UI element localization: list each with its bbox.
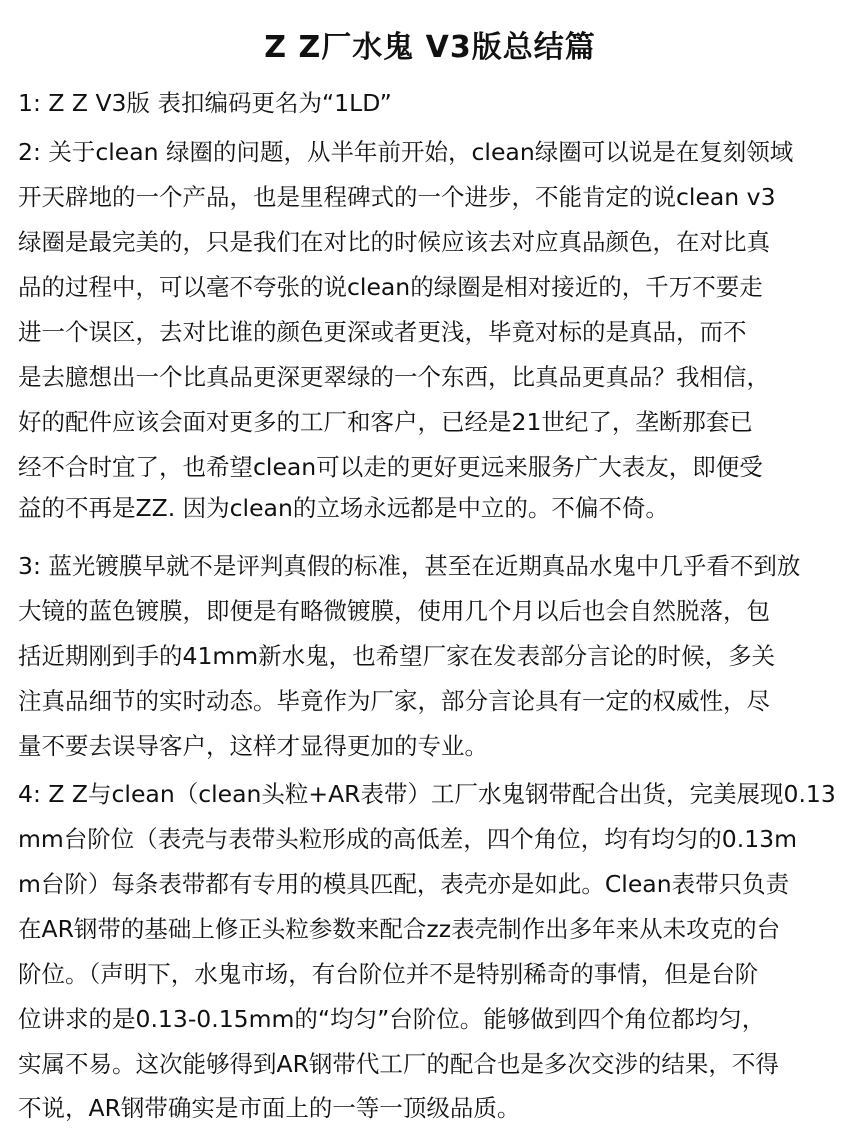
paragraph-3-line-3: 括近期刚到手的41mm新水鬼，也希望厂家在发表部分言论的时候，多关 (18, 642, 776, 670)
paragraph-2-line-3: 绿圈是最完美的，只是我们在对比的时候应该去对应真品颜色，在对比真 (18, 228, 770, 256)
paragraph-3-line-4: 注真品细节的实时动态。毕竟作为厂家，部分言论具有一定的权威性，尽 (18, 687, 770, 715)
paragraph-2-line-6: 是去臆想出一个比真品更深更翠绿的一个东西，比真品更真品？我相信， (18, 363, 770, 391)
paragraph-4-line-4: 在AR钢带的基础上修正头粒参数来配合zz表壳制作出多年来从未攻克的台 (18, 915, 781, 943)
paragraph-4-line-3: m台阶）每条表带都有专用的模具匹配，表壳亦是如此。Clean表带只负责 (18, 870, 790, 898)
paragraph-4-line-7: 实属不易。这次能够得到AR钢带代工厂的配合也是多次交涉的结果，不得 (18, 1050, 779, 1078)
paragraph-2-line-9: 益的不再是ZZ. 因为clean的立场永远都是中立的。不偏不倚。 (18, 494, 669, 522)
paragraph-4-line-6: 位讲求的是0.13-0.15mm的“均匀”台阶位。能够做到四个角位都均匀， (18, 1005, 766, 1033)
paragraph-3-line-1: 3: 蓝光镀膜早就不是评判真假的标准，甚至在近期真品水鬼中几乎看不到放 (18, 552, 801, 580)
paragraph-3-line-2: 大镜的蓝色镀膜，即便是有略微镀膜，使用几个月以后也会自然脱落，包 (18, 597, 770, 625)
paragraph-4-line-2: mm台阶位（表壳与表带头粒形成的高低差，四个角位，均有均匀的0.13m (18, 825, 797, 853)
page-title: Z Z厂水鬼 V3版总结篇 (264, 30, 596, 65)
paragraph-2-line-5: 进一个误区，去对比谁的颜色更深或者更浅，毕竟对标的是真品，而不 (18, 318, 747, 346)
paragraph-4-line-1: 4: Z Z与clean（clean头粒+AR表带）工厂水鬼钢带配合出货，完美展现0.13 (18, 780, 836, 808)
paragraph-2-line-8: 经不合时宜了，也希望clean可以走的更好更远来服务广大表友，即便受 (18, 453, 763, 481)
paragraph-2-line-4: 品的过程中，可以毫不夸张的说clean的绿圈是相对接近的，千万不要走 (18, 273, 763, 301)
paragraph-2-line-1: 2: 关于clean 绿圈的问题，从半年前开始，clean绿圈可以说是在复刻领域 (18, 138, 794, 166)
paragraph-2-line-7: 好的配件应该会面对更多的工厂和客户，已经是21世纪了，垄断那套已 (18, 408, 753, 436)
paragraph-2-line-2: 开天辟地的一个产品，也是里程碑式的一个进步，不能肯定的说clean v3 (18, 183, 776, 211)
paragraph-4-line-5: 阶位。（声明下，水鬼市场，有台阶位并不是特别稀奇的事情，但是台阶 (18, 960, 759, 988)
paragraph-1-line-1: 1: Z Z V3版 表扣编码更名为“1LD” (18, 89, 392, 117)
paragraph-4-line-8: 不说，AR钢带确实是市面上的一等一顶级品质。 (18, 1094, 521, 1122)
paragraph-3-line-5: 量不要去误导客户，这样才显得更加的专业。 (18, 732, 488, 760)
